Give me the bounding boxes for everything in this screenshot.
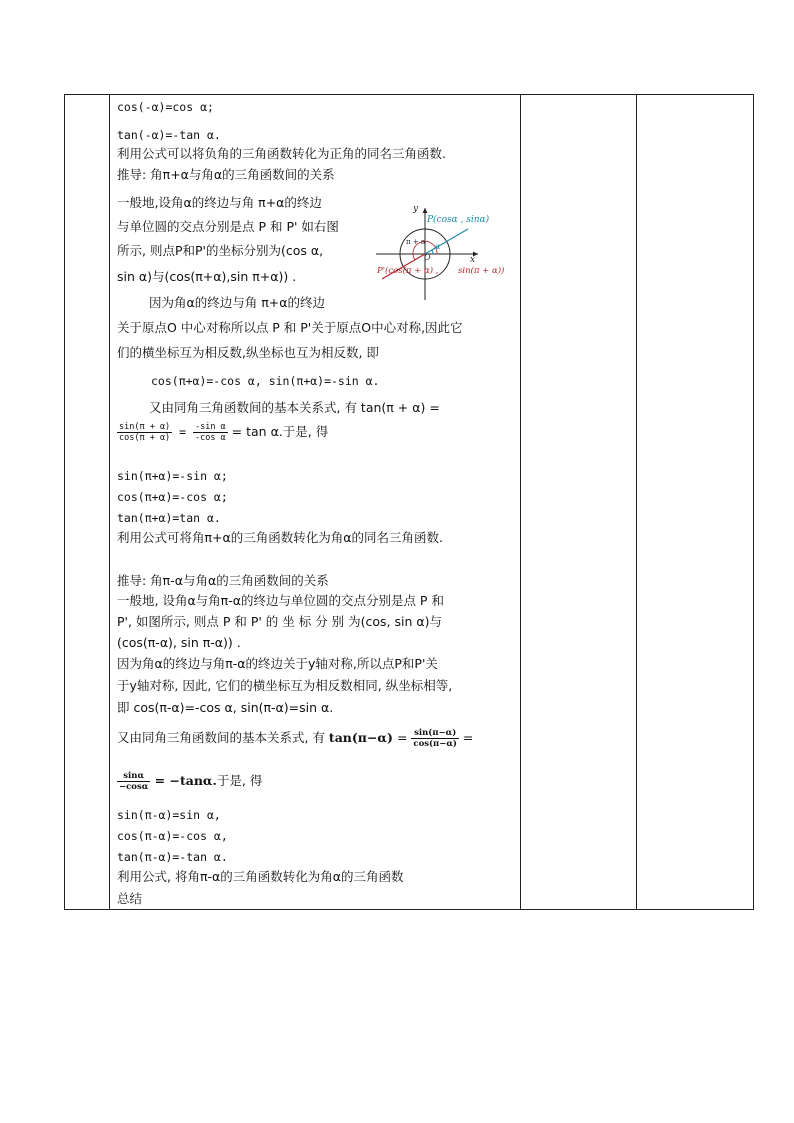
formula-tan-pi-minus: tan(π-α)=-tan α. [117,850,228,864]
text-line: 利用公式, 将角π-α的三角函数转化为角α的三角函数 [117,869,404,884]
terminal-side-p [425,229,468,254]
angle-alpha-label: α [435,242,441,251]
text-line: 于y轴对称, 因此, 它们的横坐标互为相反数相同, 纵坐标相等, [117,678,453,693]
point-p-prime-label-sin: sin(π + α)) [458,266,505,276]
section-heading: 推导: 角π+α与角α的三角函数间的关系 [117,167,335,182]
fraction-numerator: sinα [117,771,150,782]
point-p-label: P(cosα , sinα) [427,215,490,225]
text-line: 即 cos(π-α)=-cos α, sin(π-α)=sin α. [117,700,334,715]
fraction-line [117,771,262,792]
point-p-prime-label: P'(cos(π + α) , [377,266,439,276]
text-line: 因为角α的终边与角π-α的终边关于y轴对称,所以点P和P'关 [117,656,438,671]
table-column-divider-3 [636,95,637,909]
fraction-denominator: cos(π + α) [119,433,171,443]
text-line: 们的横坐标互为相反数,纵坐标也互为相反数, 即 [117,345,379,360]
formula-tan-neg: tan(-α)=-tan α. [117,128,221,142]
math-span: tan(π−α) [328,730,393,745]
fraction-numerator: -sin α [194,422,226,432]
fraction-line [117,422,328,443]
text-line: 一般地, 设角α与角π-α的终边与单位圆的交点分别是点 P 和 [117,593,444,608]
formula-sin-pi-plus: sin(π+α)=-sin α; [117,469,228,483]
fraction [411,728,459,749]
formula-cos-pi-plus: cos(π+α)=-cos α; [117,490,228,504]
text-line: 与单位圆的交点分别是点 P 和 P' 如右图 [117,219,339,234]
text-line: 利用公式可以将负角的三角函数转化为正角的同名三角函数. [117,146,446,161]
text-line: 又由同角三角函数间的基本关系式, 有 tan(π + α) = [149,400,440,415]
fraction [117,771,150,792]
text-line: sin α)与(cos(π+α),sin π+α)) . [117,269,297,284]
text-line: 一般地,设角α的终边与角 π+α的终边 [117,195,322,210]
text-span: 于是, 得 [216,773,263,788]
fraction [117,422,172,443]
y-axis-arrow-icon [423,208,428,213]
text-line: (cos(π-α), sin π-α)) . [117,635,241,650]
y-axis-label: y [413,204,419,214]
text-span: 又由同角三角函数间的基本关系式, 有 [117,730,329,745]
formula-cos-neg: cos(-α)=cos α; [117,100,214,114]
unit-circle-figure [372,196,522,306]
fraction [193,422,228,443]
x-axis-label: x [470,255,476,265]
equals-sign: = [458,730,474,745]
text-line: 因为角α的终边与角 π+α的终边 [149,295,325,310]
fraction-denominator: cos(π−α) [413,739,457,749]
text-line: P', 如图所示, 则点 P 和 P' 的 坐 标 分 别 为(cos, sin α)与 [117,614,442,629]
table-column-divider-1 [109,95,110,909]
formula-cos-pi-minus: cos(π-α)=-cos α, [117,829,228,843]
text-line: 利用公式可将角π+α的三角函数转化为角α的同名三角函数. [117,530,443,545]
text-line: 关于原点O 中心对称所以点 P 和 P'关于原点O中心对称,因此它 [117,320,463,335]
fraction-denominator: -cos α [194,433,226,443]
formula-sin-pi-minus: sin(π-α)=sin α, [117,808,221,822]
text-line: 所示, 则点P和P'的坐标分别为(cos α, [117,243,324,258]
formula-tan-pi-plus: tan(π+α)=tan α. [117,511,221,525]
fraction-line [117,728,473,749]
math-span: = −tanα. [150,773,217,788]
formula-pi-plus: cos(π+α)=-cos α, sin(π+α)=-sin α. [151,374,380,388]
text-span: = tan α.于是, 得 [227,424,329,439]
angle-alpha-arc [432,250,433,254]
fraction-numerator: sin(π + α) [119,422,171,432]
equals-sign: = [392,730,412,745]
angle-pi-plus-alpha-label: π + α [406,238,426,246]
summary-label: 总结 [117,891,143,906]
section-heading: 推导: 角π-α与角α的三角函数间的关系 [117,573,329,588]
fraction-denominator: −cosα [119,782,149,792]
origin-label: O [424,253,431,262]
fraction-numerator: sin(π−α) [411,728,459,739]
unit-circle-diagram [372,196,522,306]
equals-sign: = [172,425,193,439]
